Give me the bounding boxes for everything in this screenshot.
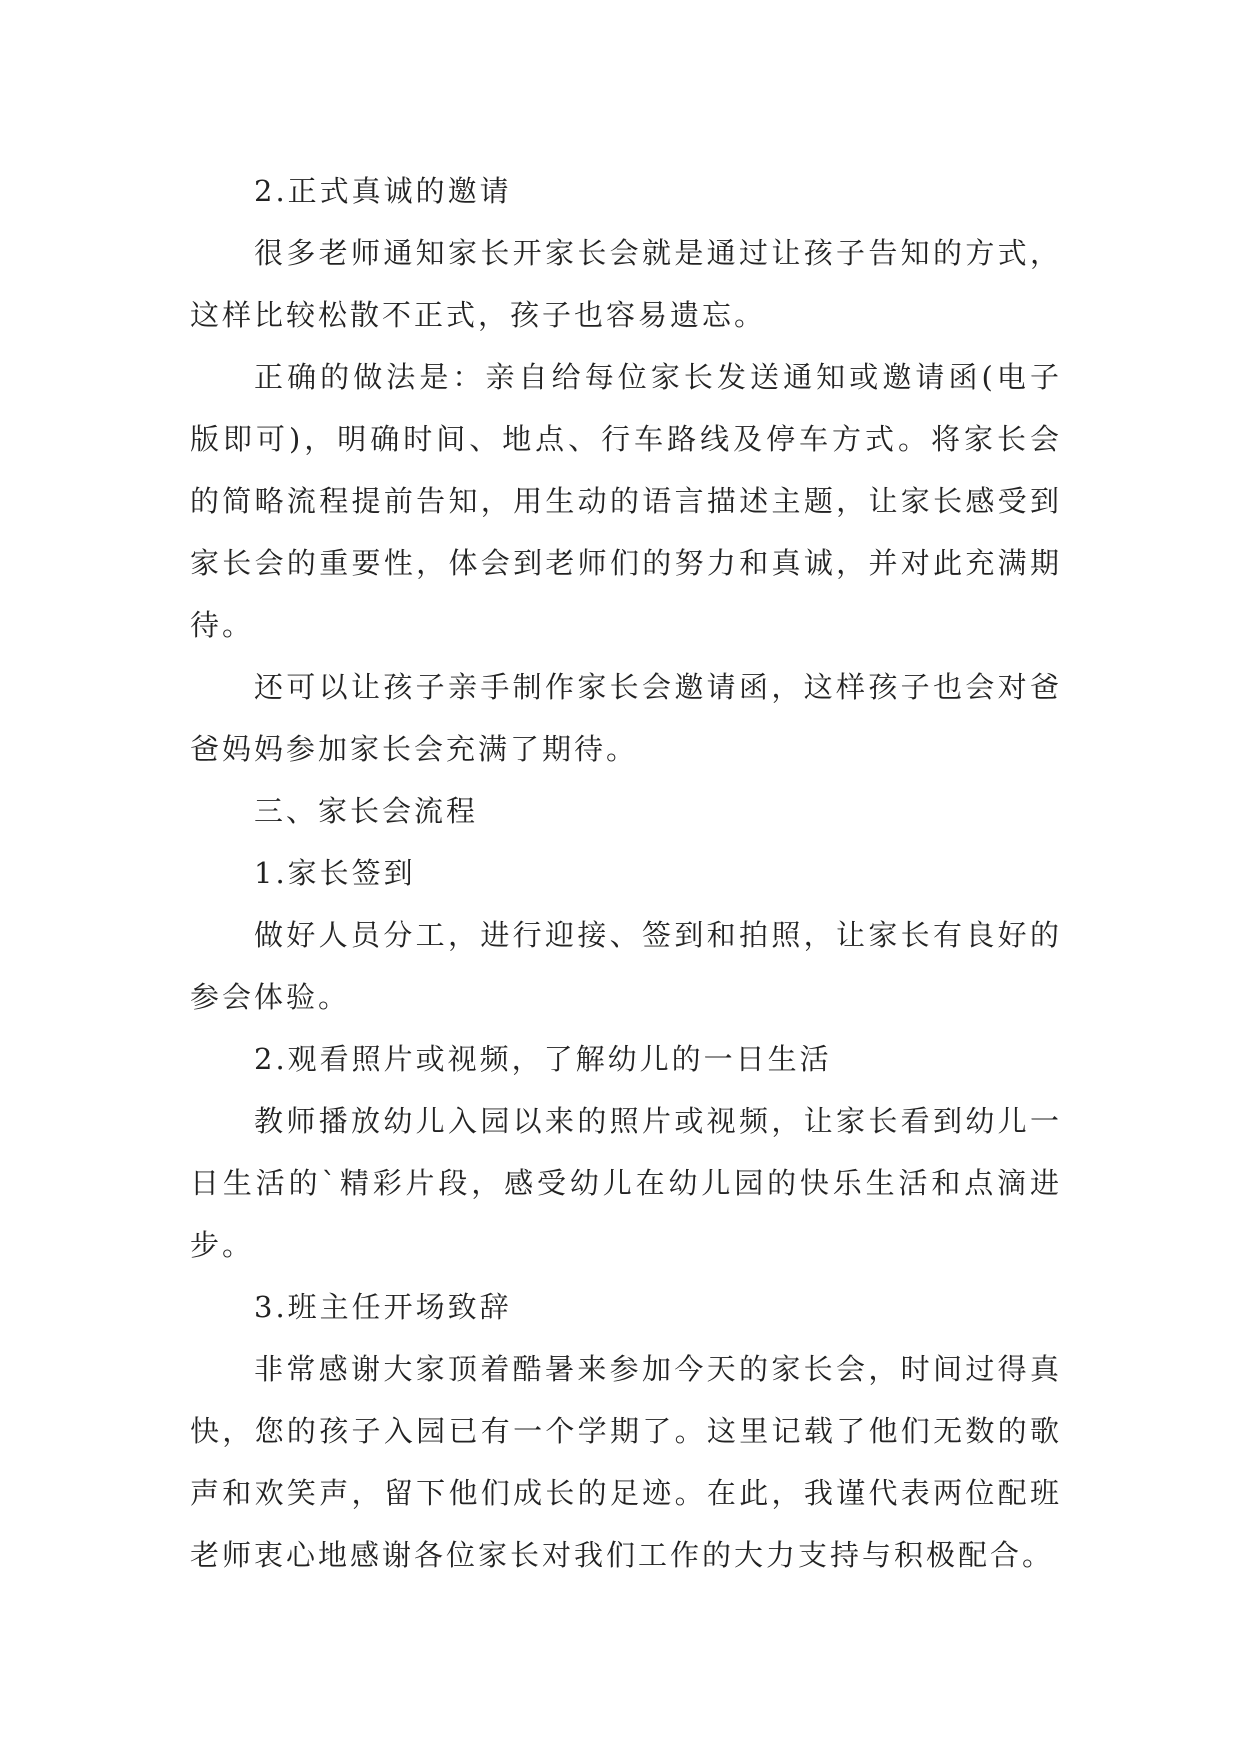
section-heading-invitation: 2.正式真诚的邀请 [254, 174, 512, 208]
section-heading-photos: 2.观看照片或视频，了解幼儿的一日生活 [254, 1042, 832, 1076]
paragraph: 非常感谢大家顶着酷暑来参加今天的家长会，时间过得真快，您的孩子入园已有一个学期了。这里记载了他们无数的歌声和欢笑声，留下他们成长的足迹。在此，我谨代表两位配班老师衷心地感谢各位家长对我们工作的大力支持与积极配合。 [190, 1352, 1062, 1572]
section-heading-process: 三、家长会流程 [254, 794, 479, 828]
paragraph: 还可以让孩子亲手制作家长会邀请函，这样孩子也会对爸爸妈妈参加家长会充满了期待。 [190, 670, 1062, 766]
paragraph: 教师播放幼儿入园以来的照片或视频，让家长看到幼儿一日生活的`精彩片段，感受幼儿在幼儿园的快乐生活和点滴进步。 [190, 1104, 1062, 1262]
document-body [190, 160, 1062, 1586]
paragraph: 很多老师通知家长开家长会就是通过让孩子告知的方式，这样比较松散不正式，孩子也容易遗忘。 [190, 236, 1062, 332]
paragraph: 正确的做法是：亲自给每位家长发送通知或邀请函(电子版即可)，明确时间、地点、行车路线及停车方式。将家长会的简略流程提前告知，用生动的语言描述主题，让家长感受到家长会的重要性，体会到老师们的努力和真诚，并对此充满期待。 [190, 360, 1062, 642]
section-heading-signin: 1.家长签到 [254, 856, 416, 890]
paragraph: 做好人员分工，进行迎接、签到和拍照，让家长有良好的参会体验。 [190, 918, 1062, 1014]
section-heading-opening-speech: 3.班主任开场致辞 [254, 1290, 512, 1324]
